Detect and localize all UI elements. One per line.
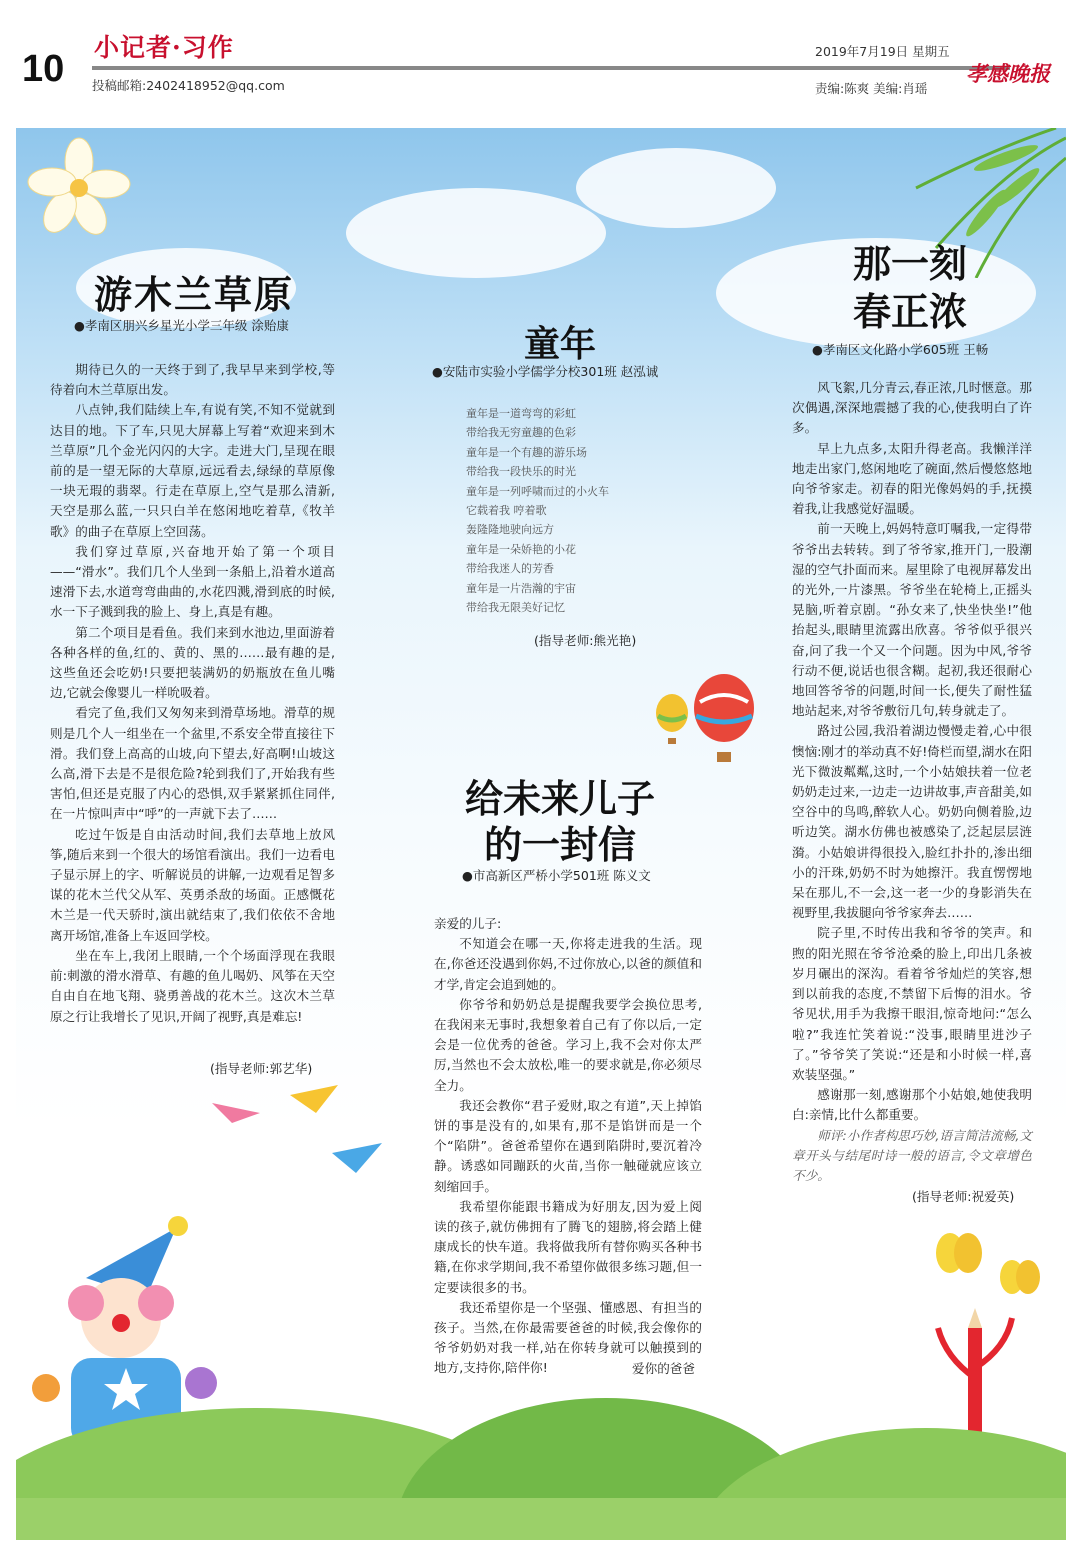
page-number: 10 — [22, 48, 65, 90]
article3-title-line2: 的一封信 — [483, 822, 636, 867]
newspaper-logo: 孝感晚报 — [966, 61, 1050, 86]
editors-credit: 责编:陈爽 美编:肖瑶 — [815, 81, 928, 96]
article4-body — [792, 378, 1032, 1186]
paper-plane-icon — [212, 1083, 392, 1183]
plumeria-flower-icon — [24, 132, 134, 242]
paragraph: 我还会教你“君子爱财,取之有道”,天上掉馅饼的事是没有的,如果有,那不是馅饼而是一个个“陷阱”。爸爸希望你在遇到陷阱时,要沉着冷静。诱惑如同蹦跃的火苗,当你一触碰就应该立刻缩回手。 — [434, 1097, 702, 1194]
poem-line: 童年是一道弯弯的彩虹 — [466, 407, 576, 420]
article3-body — [434, 914, 702, 1379]
header-rule — [92, 66, 1010, 70]
paragraph: 风飞絮,几分青云,春正浓,几时惬意。那次偶遇,深深地震撼了我的心,使我明白了许多。 — [792, 380, 1032, 436]
submission-email: 投稿邮箱:2402418952@qq.com — [92, 78, 285, 93]
poem-line: 轰隆隆地驶向远方 — [466, 523, 554, 537]
article4-byline: ●孝南区文化路小学605班 王畅 — [812, 342, 989, 357]
article1-byline: ●孝南区朋兴乡星光小学三年级 涂贻康 — [74, 318, 289, 333]
paragraph: 早上九点多,太阳升得老高。我懒洋洋地走出家门,悠闲地吃了碗面,然后慢悠悠地向爷爷家走。初春的阳光像妈妈的手,抚摸着我,让我感觉好温暖。 — [792, 440, 1032, 517]
article4-title-line2: 春正浓 — [852, 289, 967, 334]
hot-air-balloon-icon — [644, 668, 764, 778]
letter-signature: 爱你的爸爸 — [632, 1361, 695, 1376]
paragraph: 感谢那一刻,感谢那个小姑娘,她使我明白:亲情,比什么都重要。 — [792, 1087, 1032, 1123]
issue-date: 2019年7月19日 星期五 — [815, 44, 950, 59]
article3-byline: ●市高新区严桥小学501班 陈义文 — [462, 868, 651, 883]
poem-line: 童年是一朵娇艳的小花 — [466, 542, 576, 556]
article2-title: 童年 — [523, 323, 596, 365]
article3-title — [440, 776, 680, 868]
article4-title — [810, 240, 1010, 336]
cloud-shape — [346, 188, 606, 278]
article4-teacher: (指导老师:祝爱英) — [912, 1189, 1015, 1204]
paragraph: 我们穿过草原,兴奋地开始了第一个项目——“滑水”。我们几个人坐到一条船上,沿着水道高速滑下去,水道弯弯曲曲的,水花四溅,滑到底的时候,水一下子溅到我的脸上、身上,真是有趣。 — [50, 543, 335, 620]
article2-byline: ●安陆市实验小学儒学分校301班 赵泓诚 — [432, 364, 659, 379]
poem-line: 带给我无穷童趣的色彩 — [466, 426, 576, 440]
paragraph: 期待已久的一天终于到了,我早早来到学校,等待着向木兰草原出发。 — [50, 362, 335, 398]
paragraph: 八点钟,我们陆续上车,有说有笑,不知不觉就到达目的地。下了车,只见大屏幕上写着“欢迎来到木兰草原”几个金光闪闪的大字。走进大门,呈现在眼前的是一望无际的大草原,远远看去,绿绿的草原像一块无瑕的翡翠。行走在草原上,空气是那么清新,天空是那么蓝,一只只白羊在悠闲地吃着草,《牧羊歌》的曲子在草原上空回荡。 — [50, 402, 335, 539]
poem-line: 带给我迷人的芳香 — [466, 562, 554, 576]
poem-line: 带给我无限美好记忆 — [466, 601, 565, 615]
paragraph: 路过公园,我沿着湖边慢慢走着,心中很懊恼:刚才的举动真不好!倚栏而望,湖水在阳光下微波粼粼,这时,一个小姑娘扶着一位老奶奶走过来,一边走一边讲故事,声音甜美,如空谷中的鸟鸣,醉软人心。奶奶向侧着脸,边听边笑。湖水仿佛也被感染了,泛起层层涟漪。小姑娘讲得很投入,脸红扑扑的,渗出细小的汗珠,奶奶不时为她擦汗。我直愣愣地呆在那儿,不一会,这一老一少的身影消失在视野里,我拔腿向爷爷家奔去…… — [792, 723, 1032, 921]
paragraph: 院子里,不时传出我和爷爷的笑声。和煦的阳光照在爷爷沧桑的脸上,印出几条被岁月碾出的深沟。看着爷爷灿烂的笑容,想到以前我的态度,不禁留下后悔的泪水。爷爷见状,用手为我擦干眼泪,惊奇地问:“怎么啦?”我连忙笑着说:“没事,眼睛里进沙子了。”爷爷笑了笑说:“还是和小时候一样,喜欢装坚强。” — [792, 925, 1032, 1082]
article1-title: 游木兰草原 — [93, 272, 294, 317]
paragraph: 不知道会在哪一天,你将走进我的生活。现在,你爸还没遇到你妈,不过你放心,以爸的颜值和才学,肯定会追到她的。 — [434, 936, 702, 992]
poem-line: 童年是一列呼啸而过的小火车 — [466, 484, 609, 498]
article1-body — [50, 360, 335, 1027]
paragraph: 你爷爷和奶奶总是提醒我要学会换位思考,在我闲来无事时,我想象着自己有了你以后,一定会是一位优秀的爸爸。学习上,我不会对你太严厉,当然也不会太放松,唯一的要求就是,你必须尽全力。 — [434, 996, 702, 1093]
cloud-shape — [576, 148, 776, 228]
poem-line: 带给我一段快乐的时光 — [466, 465, 576, 479]
paragraph: 吃过午饭是自由活动时间,我们去草地上放风筝,随后来到一个很大的场馆看演出。我们一边看电子显示屏上的字、听解说员的讲解,一边观看足智多谋的花木兰代父从军、英勇杀敌的场面。正感慨花木兰是一代天骄时,演出就结束了,我们依依不舍地离开场馆,准备上车返回学校。 — [50, 826, 335, 943]
paragraph: 我希望你能跟书籍成为好朋友,因为爱上阅读的孩子,就仿佛拥有了腾飞的翅膀,将会踏上健康成长的快车道。我将做我所有替你购买各种书籍,在你求学期间,我不希望你做很多练习题,但一定要读很多的书。 — [434, 1198, 702, 1295]
paragraph: 坐在车上,我闭上眼睛,一个个场面浮现在我眼前:刺激的滑水滑草、有趣的鱼儿喝奶、风筝在天空自由自在地飞翔、骁勇善战的花木兰。这次木兰草原之行让我增长了见识,开阔了视野,真是难忘! — [50, 947, 335, 1024]
poem-line: 童年是一个有趣的游乐场 — [466, 445, 587, 459]
paragraph: 看完了鱼,我们又匆匆来到滑草场地。滑草的规则是几个人一组坐在一个盆里,不系安全带直接往下滑。我们登上高高的山坡,向下望去,好高啊!山坡这么高,滑下去是不是很危险?轮到我们了,开始我有些害怕,但还是克服了内心的恐惧,双手紧紧抓住同伴,在一片惊叫声中“呼”的一声就下去了…… — [50, 705, 335, 822]
article1-teacher: (指导老师:郭艺华) — [210, 1061, 313, 1076]
article3-title-line1: 给未来儿子 — [464, 776, 655, 821]
teacher-comment: 师评:小作者构思巧妙,语言简洁流畅,文章开头与结尾时诗一般的语言,令文章增色不少。 — [792, 1127, 1032, 1183]
paragraph: 前一天晚上,妈妈特意叮嘱我,一定得带爷爷出去转转。到了爷爷家,推开门,一股潮湿的空气扑面而来。屋里除了电视屏幕发出的光外,一片漆黑。爷爷坐在轮椅上,正摇头晃脑,听着京剧。“孙女来了,快坐快坐!”他抬起头,眼睛里流露出欣喜。爷爷似乎很兴奋,问了我一个又一个问题。因为中风,爷爷行动不便,说话也很含糊。起初,我还很耐心地回答爷爷的问题,时间一长,便失了耐性猛地站起来,对爷爷敷衍几句,转身就走了。 — [792, 521, 1032, 719]
paragraph: 第二个项目是看鱼。我们来到水池边,里面游着各种各样的鱼,红的、黄的、黑的……最有趣的是,这些鱼还会吃奶!只要把装满奶的奶瓶放在鱼儿嘴边,它就会像婴儿一样吮吸着。 — [50, 624, 335, 701]
article2-poem — [466, 404, 686, 617]
section-title: 小记者·习作 — [94, 33, 234, 62]
poem-line: 它载着我 哼着歌 — [466, 504, 547, 518]
grass-ground — [16, 1498, 1066, 1540]
article4-title-line1: 那一刻 — [852, 241, 967, 286]
article2-teacher: (指导老师:熊光艳) — [534, 633, 637, 648]
paragraph: 我还希望你是一个坚强、懂感恩、有担当的孩子。当然,在你最需要爸爸的时候,我会像你的爷爷奶奶对我一样,站在你转身就可以触摸到的地方,支持你,陪伴你! — [434, 1299, 702, 1376]
poem-line: 童年是一片浩瀚的宇宙 — [466, 581, 576, 595]
butterfly-icon — [928, 1223, 1048, 1303]
letter-greeting: 亲爱的儿子: — [434, 916, 502, 931]
